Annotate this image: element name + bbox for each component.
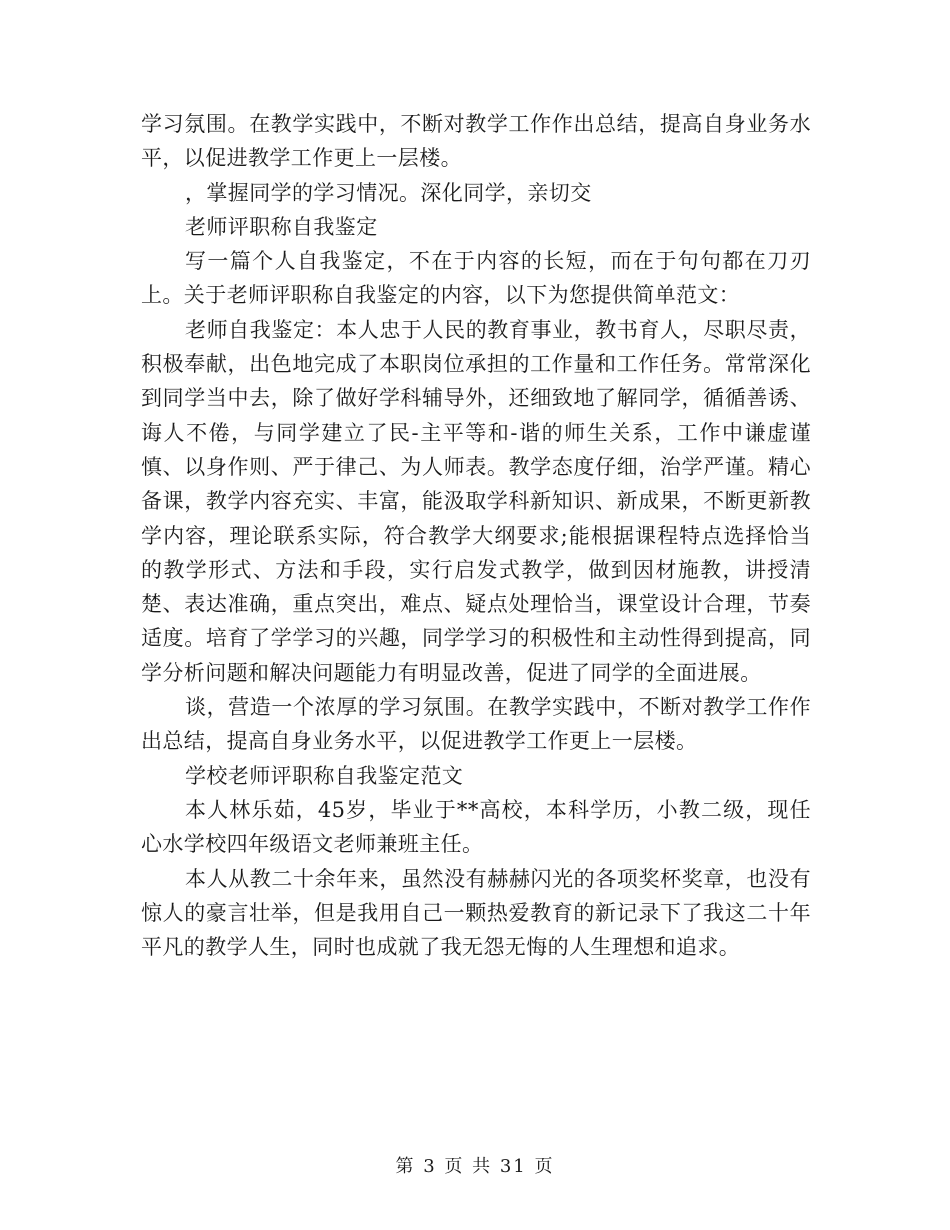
paragraph-5: 谈，营造一个浓厚的学习氛围。在教学实践中，不断对教学工作作出总结，提高自身业务水平，以促进教学工作更上一层楼。 — [141, 695, 811, 754]
paragraph-3: 写一篇个人自我鉴定，不在于内容的长短，而在于句句都在刀刃上。关于老师评职称自我鉴定的内容，以下为您提供简单范文： — [141, 249, 811, 308]
page-number-footer: 第 3 页 共 31 页 — [395, 1156, 555, 1177]
paragraph-7: 本人从教二十余年来，虽然没有赫赫闪光的各项奖杯奖章，也没有惊人的豪言壮举，但是我用自己一颗热爱教育的新记录下了我这二十年平凡的教学人生，同时也成就了我无怨无悔的人生理想和追求。 — [141, 866, 811, 960]
paragraph-1: 学习氛围。在教学实践中，不断对教学工作作出总结，提高自身业务水平，以促进教学工作更上一层楼。 — [141, 112, 811, 171]
paragraph-2: ，掌握同学的学习情况。深化同学，亲切交 — [185, 180, 592, 205]
section-heading-1: 老师评职称自我鉴定 — [185, 214, 378, 239]
paragraph-4: 老师自我鉴定：本人忠于人民的教育事业，教书育人，尽职尽责，积极奉献，出色地完成了本职岗位承担的工作量和工作任务。常常深化到同学当中去，除了做好学科辅导外，还细致地了解同学，循循善诱、诲人不倦，与同学建立了民-主平等和-谐的师生关系，工作中谦虚谨慎、以身作则、严于律己、为人师表。教学态度仔细，治学严谨。精心备课，教学内容充实、丰富，能汲取学科新知识、新成果，不断更新教学内容，理论联系实际，符合教学大纲要求;能根据课程特点选择恰当的教学形式、方法和手段，实行启发式教学，做到因材施教，讲授清楚、表达准确，重点突出，难点、疑点处理恰当，课堂设计合理，节奏适度。培育了学学习的兴趣，同学学习的积极性和主动性得到提高，同学分析问题和解决问题能力有明显改善，促进了同学的全面进展。 — [141, 317, 811, 685]
document-body — [141, 107, 811, 964]
section-heading-2: 学校老师评职称自我鉴定范文 — [185, 763, 464, 788]
paragraph-6: 本人林乐茹，45岁，毕业于**高校，本科学历，小教二级，现任心水学校四年级语文老师兼班主任。 — [141, 797, 811, 857]
